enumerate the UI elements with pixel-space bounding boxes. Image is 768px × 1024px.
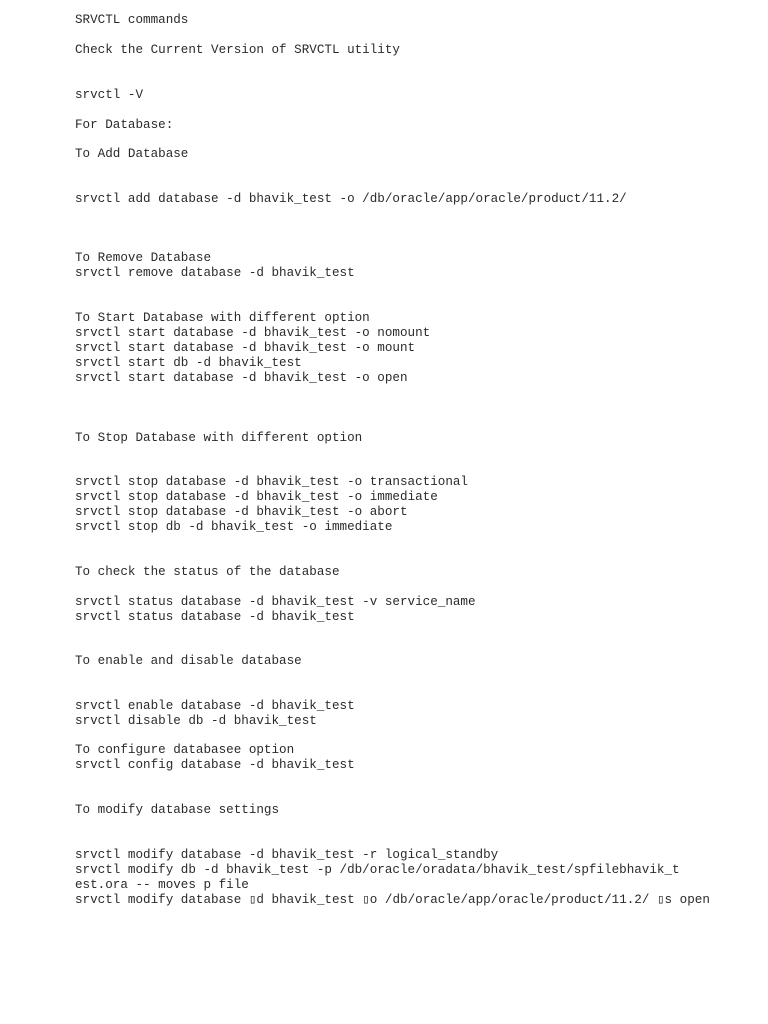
command-line: srvctl start database -d bhavik_test -o nomount [75,326,431,340]
command-line: srvctl modify db -d bhavik_test -p /db/oracle/oradata/bhavik_test/spfilebhavik_t [75,863,680,877]
command-line: srvctl stop db -d bhavik_test -o immediate [75,520,393,534]
command-line: srvctl start db -d bhavik_test [75,356,302,370]
section-heading: To modify database settings [75,803,280,817]
command-line: srvctl -V [75,88,144,102]
section-heading: Check the Current Version of SRVCTL utility [75,43,400,57]
command-line: srvctl modify database -d bhavik_test -r logical_standby [75,848,499,862]
section-heading: To Start Database with different option [75,311,370,325]
section-heading: For Database: [75,118,174,132]
section-heading: To Stop Database with different option [75,431,363,445]
command-line: srvctl start database -d bhavik_test -o mount [75,341,416,355]
doc-title: SRVCTL commands [75,13,189,27]
section-heading: To check the status of the database [75,565,340,579]
command-line: srvctl modify database ▯d bhavik_test ▯o /db/oracle/app/oracle/product/11.2/ ▯s open [75,893,710,907]
command-line: srvctl enable database -d bhavik_test [75,699,355,713]
command-line: srvctl remove database -d bhavik_test [75,266,355,280]
command-line: srvctl config database -d bhavik_test [75,758,355,772]
section-heading: To Add Database [75,147,189,161]
command-line: srvctl disable db -d bhavik_test [75,714,317,728]
section-heading: To enable and disable database [75,654,302,668]
command-line: srvctl stop database -d bhavik_test -o transactional [75,475,468,489]
command-line: est.ora -- moves p file [75,878,249,892]
section-heading: To configure databasee option [75,743,295,757]
command-line: srvctl stop database -d bhavik_test -o immediate [75,490,438,504]
command-line: srvctl start database -d bhavik_test -o open [75,371,408,385]
command-line: srvctl status database -d bhavik_test [75,610,355,624]
command-line: srvctl add database -d bhavik_test -o /db/oracle/app/oracle/product/11.2/ [75,192,627,206]
command-line: srvctl status database -d bhavik_test -v service_name [75,595,476,609]
section-heading: To Remove Database [75,251,212,265]
command-line: srvctl stop database -d bhavik_test -o abort [75,505,408,519]
